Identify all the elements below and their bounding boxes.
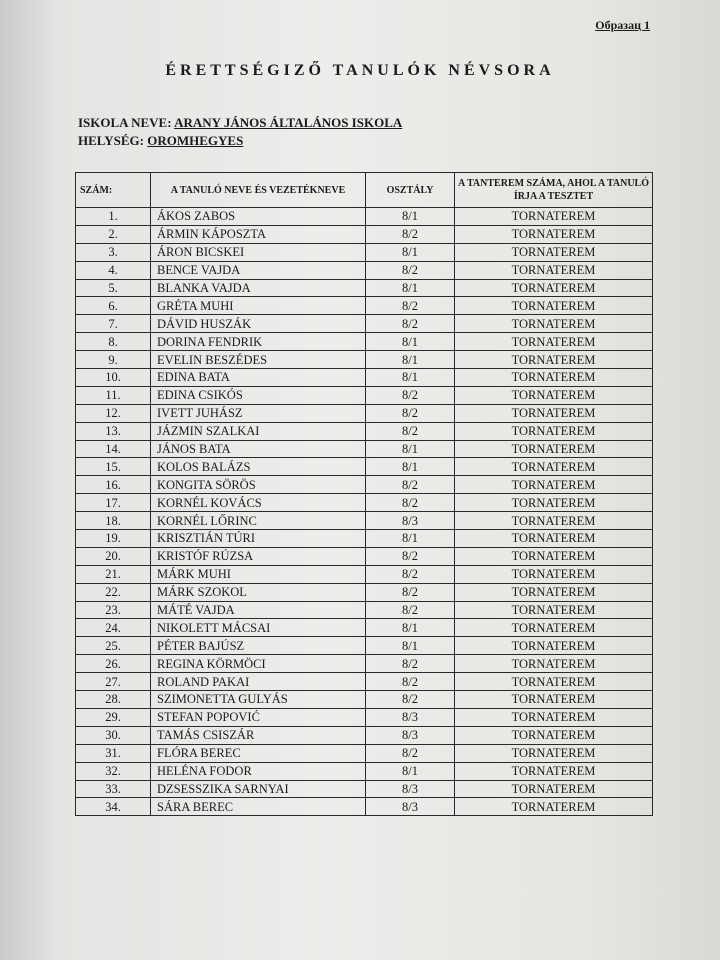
row-number: 4. (76, 261, 151, 279)
class-value: 8/2 (366, 386, 455, 404)
class-value: 8/2 (366, 547, 455, 565)
row-number: 27. (76, 673, 151, 691)
student-name: KORNÉL KOVÁCS (151, 494, 366, 512)
table-row (76, 458, 653, 476)
city-line (78, 133, 243, 149)
room-value: TORNATEREM (455, 637, 653, 655)
room-value: TORNATEREM (455, 744, 653, 762)
room-value: TORNATEREM (455, 762, 653, 780)
student-name: EDINA CSIKÓS (151, 386, 366, 404)
student-name: FLÓRA BEREC (151, 744, 366, 762)
row-number: 23. (76, 601, 151, 619)
table-row (76, 619, 653, 637)
class-value: 8/1 (366, 440, 455, 458)
student-name: REGINA KÖRMÖCI (151, 655, 366, 673)
class-value: 8/1 (366, 458, 455, 476)
room-value: TORNATEREM (455, 673, 653, 691)
student-name: BLANKA VAJDA (151, 279, 366, 297)
row-number: 8. (76, 333, 151, 351)
table-row (76, 744, 653, 762)
table-row (76, 476, 653, 494)
class-value: 8/1 (366, 243, 455, 261)
class-value: 8/2 (366, 565, 455, 583)
student-name: KOLOS BALÁZS (151, 458, 366, 476)
row-number: 34. (76, 798, 151, 816)
class-value: 8/1 (366, 333, 455, 351)
student-name: GRÉTA MUHI (151, 297, 366, 315)
form-code: Образац 1 (595, 18, 650, 32)
table-row (76, 708, 653, 726)
table-row (76, 351, 653, 369)
student-name: DORINA FENDRIK (151, 333, 366, 351)
table-row (76, 386, 653, 404)
room-value: TORNATEREM (455, 458, 653, 476)
table-row (76, 583, 653, 601)
room-value: TORNATEREM (455, 601, 653, 619)
room-value: TORNATEREM (455, 780, 653, 798)
header-room: A TANTEREM SZÁMA, AHOL A TANULÓ ÍRJA A TESZTET (455, 173, 653, 208)
row-number: 12. (76, 404, 151, 422)
class-value: 8/3 (366, 512, 455, 530)
table-row (76, 422, 653, 440)
student-name: STEFAN POPOVIĆ (151, 708, 366, 726)
class-value: 8/2 (366, 404, 455, 422)
student-name: KRISZTIÁN TÚRI (151, 530, 366, 548)
table-row (76, 333, 653, 351)
row-number: 21. (76, 565, 151, 583)
class-value: 8/2 (366, 476, 455, 494)
table-row (76, 691, 653, 709)
row-number: 33. (76, 780, 151, 798)
room-value: TORNATEREM (455, 798, 653, 816)
table-body (76, 208, 653, 816)
class-value: 8/2 (366, 691, 455, 709)
class-value: 8/2 (366, 225, 455, 243)
class-value: 8/1 (366, 208, 455, 226)
class-value: 8/2 (366, 261, 455, 279)
student-name: TAMÁS CSISZÁR (151, 726, 366, 744)
room-value: TORNATEREM (455, 422, 653, 440)
row-number: 14. (76, 440, 151, 458)
table-row (76, 565, 653, 583)
room-value: TORNATEREM (455, 386, 653, 404)
room-value: TORNATEREM (455, 243, 653, 261)
room-value: TORNATEREM (455, 619, 653, 637)
student-name: JÁNOS BATA (151, 440, 366, 458)
class-value: 8/3 (366, 726, 455, 744)
table-row (76, 208, 653, 226)
room-value: TORNATEREM (455, 297, 653, 315)
class-value: 8/2 (366, 422, 455, 440)
student-name: MÁRK SZOKOL (151, 583, 366, 601)
row-number: 19. (76, 530, 151, 548)
class-value: 8/1 (366, 762, 455, 780)
table-row (76, 530, 653, 548)
class-value: 8/2 (366, 297, 455, 315)
row-number: 5. (76, 279, 151, 297)
room-value: TORNATEREM (455, 279, 653, 297)
student-name: JÁZMIN SZALKAI (151, 422, 366, 440)
table-row (76, 547, 653, 565)
table-row (76, 637, 653, 655)
table-row (76, 297, 653, 315)
room-value: TORNATEREM (455, 369, 653, 387)
row-number: 15. (76, 458, 151, 476)
student-name: ROLAND PAKAI (151, 673, 366, 691)
student-name: ÁKOS ZABOS (151, 208, 366, 226)
room-value: TORNATEREM (455, 547, 653, 565)
row-number: 22. (76, 583, 151, 601)
room-value: TORNATEREM (455, 404, 653, 422)
class-value: 8/2 (366, 601, 455, 619)
room-value: TORNATEREM (455, 565, 653, 583)
table-row (76, 798, 653, 816)
row-number: 26. (76, 655, 151, 673)
room-value: TORNATEREM (455, 440, 653, 458)
row-number: 6. (76, 297, 151, 315)
row-number: 25. (76, 637, 151, 655)
room-value: TORNATEREM (455, 494, 653, 512)
row-number: 32. (76, 762, 151, 780)
school-line (78, 115, 402, 131)
row-number: 31. (76, 744, 151, 762)
city-label: HELYSÉG: (78, 133, 144, 148)
class-value: 8/1 (366, 279, 455, 297)
room-value: TORNATEREM (455, 512, 653, 530)
student-name: EVELIN BESZÉDES (151, 351, 366, 369)
room-value: TORNATEREM (455, 315, 653, 333)
row-number: 24. (76, 619, 151, 637)
row-number: 17. (76, 494, 151, 512)
room-value: TORNATEREM (455, 583, 653, 601)
row-number: 1. (76, 208, 151, 226)
class-value: 8/2 (366, 744, 455, 762)
row-number: 29. (76, 708, 151, 726)
header-num: SZÁM: (76, 173, 151, 208)
class-value: 8/1 (366, 637, 455, 655)
row-number: 3. (76, 243, 151, 261)
school-name: ARANY JÁNOS ÁLTALÁNOS ISKOLA (174, 115, 403, 130)
student-name: DZSESSZIKA SARNYAI (151, 780, 366, 798)
row-number: 10. (76, 369, 151, 387)
class-value: 8/1 (366, 369, 455, 387)
student-name: BENCE VAJDA (151, 261, 366, 279)
header-name: A TANULÓ NEVE ÉS VEZETÉKNEVE (151, 173, 366, 208)
student-name: ÁRMIN KÁPOSZTA (151, 225, 366, 243)
class-value: 8/2 (366, 494, 455, 512)
room-value: TORNATEREM (455, 208, 653, 226)
class-value: 8/2 (366, 673, 455, 691)
room-value: TORNATEREM (455, 476, 653, 494)
table-row (76, 440, 653, 458)
row-number: 11. (76, 386, 151, 404)
class-value: 8/1 (366, 619, 455, 637)
room-value: TORNATEREM (455, 708, 653, 726)
row-number: 9. (76, 351, 151, 369)
table-row (76, 225, 653, 243)
room-value: TORNATEREM (455, 351, 653, 369)
table-row (76, 279, 653, 297)
row-number: 20. (76, 547, 151, 565)
student-name: KORNÉL LŐRINC (151, 512, 366, 530)
class-value: 8/3 (366, 708, 455, 726)
class-value: 8/2 (366, 315, 455, 333)
city-name: OROMHEGYES (147, 133, 244, 148)
table-row (76, 762, 653, 780)
class-value: 8/1 (366, 351, 455, 369)
room-value: TORNATEREM (455, 333, 653, 351)
student-name: ÁRON BICSKEI (151, 243, 366, 261)
student-name: EDINA BATA (151, 369, 366, 387)
row-number: 7. (76, 315, 151, 333)
table-row (76, 512, 653, 530)
student-name: DÁVID HUSZÁK (151, 315, 366, 333)
row-number: 18. (76, 512, 151, 530)
class-value: 8/2 (366, 583, 455, 601)
students-table (75, 172, 653, 816)
room-value: TORNATEREM (455, 726, 653, 744)
room-value: TORNATEREM (455, 691, 653, 709)
class-value: 8/3 (366, 798, 455, 816)
student-name: SÁRA BEREC (151, 798, 366, 816)
room-value: TORNATEREM (455, 530, 653, 548)
class-value: 8/2 (366, 655, 455, 673)
row-number: 2. (76, 225, 151, 243)
table-row (76, 494, 653, 512)
room-value: TORNATEREM (455, 225, 653, 243)
class-value: 8/1 (366, 530, 455, 548)
table-row (76, 369, 653, 387)
table-row (76, 655, 653, 673)
row-number: 30. (76, 726, 151, 744)
table-row (76, 404, 653, 422)
document-title: ÉRETTSÉGIZŐ TANULÓK NÉVSORA (165, 62, 555, 79)
row-number: 16. (76, 476, 151, 494)
student-name: MÁTÉ VAJDA (151, 601, 366, 619)
room-value: TORNATEREM (455, 261, 653, 279)
student-name: MÁRK MUHI (151, 565, 366, 583)
student-name: IVETT JUHÁSZ (151, 404, 366, 422)
student-name: KONGITA SÖRÖS (151, 476, 366, 494)
student-name: KRISTÓF RÚZSA (151, 547, 366, 565)
table-header-row (76, 173, 653, 208)
student-name: HELÉNA FODOR (151, 762, 366, 780)
table-row (76, 726, 653, 744)
school-label: ISKOLA NEVE: (78, 115, 172, 130)
student-name: PÉTER BAJÚSZ (151, 637, 366, 655)
student-name: NIKOLETT MÁCSAI (151, 619, 366, 637)
header-class: OSZTÁLY (366, 173, 455, 208)
student-name: SZIMONETTA GULYÁS (151, 691, 366, 709)
room-value: TORNATEREM (455, 655, 653, 673)
table-row (76, 243, 653, 261)
table-row (76, 601, 653, 619)
table-row (76, 315, 653, 333)
table-row (76, 673, 653, 691)
table-row (76, 261, 653, 279)
class-value: 8/3 (366, 780, 455, 798)
row-number: 13. (76, 422, 151, 440)
row-number: 28. (76, 691, 151, 709)
table-row (76, 780, 653, 798)
